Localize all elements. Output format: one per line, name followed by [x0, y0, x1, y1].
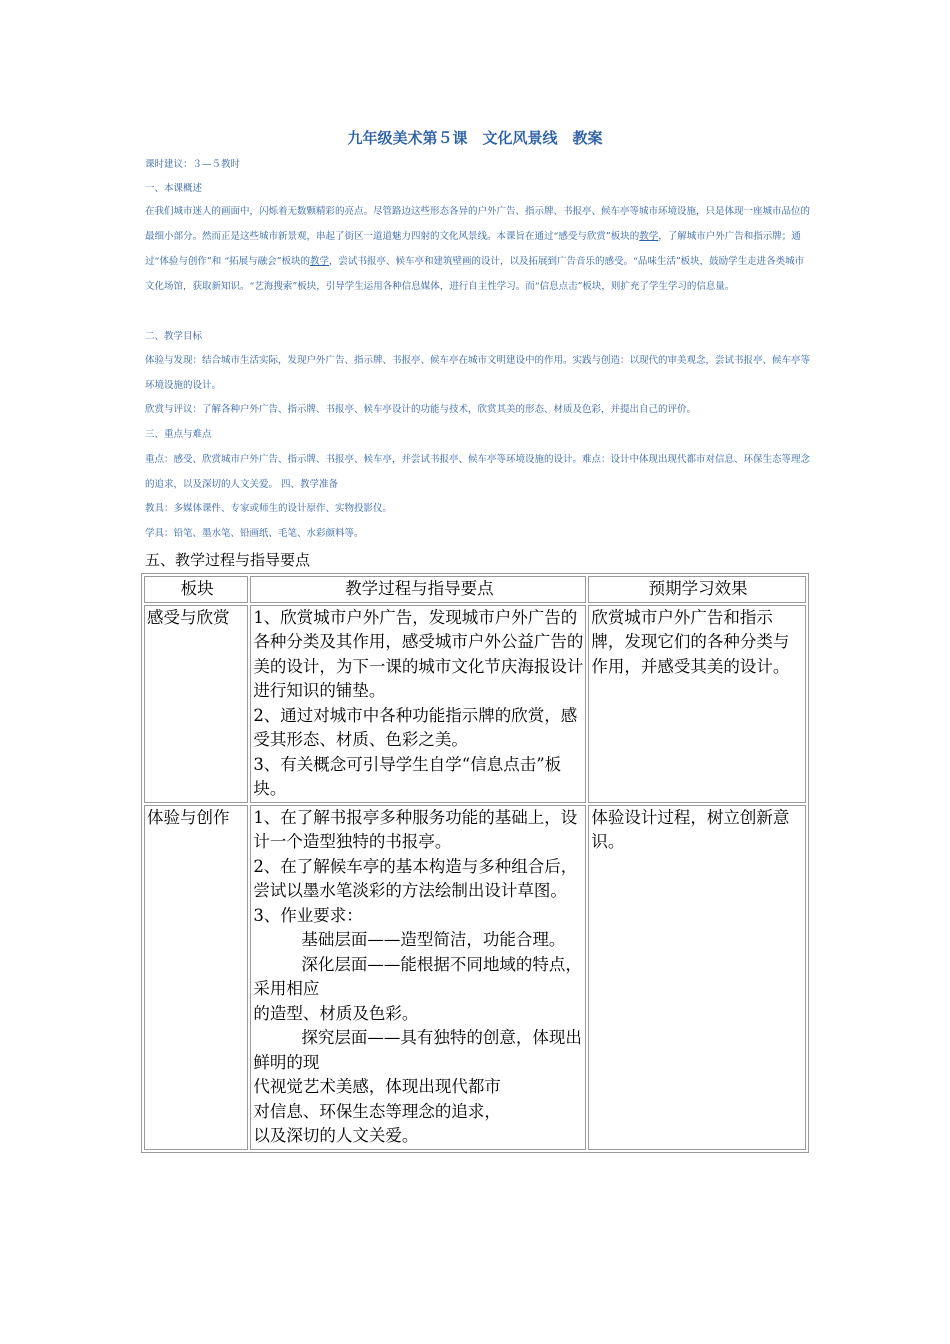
teaching-tools: 教具：多媒体课件、专家或师生的设计原作、实物投影仪。 [145, 503, 393, 514]
row2-explore-level: 探究层面——具有独特的创意，体现出鲜明的现 [253, 1028, 582, 1072]
header-block: 板块 [144, 576, 248, 603]
section-1-text-c: ，尝试书报亭、候车亭和建筑壁画的设计，以及拓展到广告音乐的感受。“品味生活”板块，鼓励学生走进各类城市文化场馆，获取新知识。“艺海搜索”板块，引导学生运用各种信息媒体，进行自主性学习。而“信息点击”板块，则扩充了学生学习的信息量。 [145, 256, 805, 292]
row1-step-1: 1、欣赏城市户外广告，发现城市户外广告的各种分类及其作用，感受城市户外公益广告的美的设计，为下一课的城市文化节庆海报设计进行知识的铺垫。 [253, 607, 584, 700]
learning-tools: 学具：铅笔、墨水笔、铅画纸、毛笔、水彩颜料等。 [145, 528, 364, 539]
document-title: 九年级美术第５课 文化风景线 教案 [347, 129, 603, 147]
row2-deep-level-cont: 的造型、材质及色彩。 [253, 1003, 419, 1023]
row2-block: 体验与创作 [144, 805, 248, 1150]
row1-block: 感受与欣赏 [144, 605, 248, 803]
row2-basic-level: 基础层面——造型简洁，功能合理。 [301, 930, 566, 949]
table-row [144, 605, 806, 803]
row2-step-2: 2、在了解候车亭的基本构造与多种组合后，尝试以墨水笔淡彩的方法绘制出设计草图。 [253, 856, 578, 900]
section-3-paragraph: 重点：感受、欣赏城市户外广告、指示牌、书报亭、候车亭，并尝试书报亭、候车亭等环境设施的设计。难点：设计中体现出现代都市对信息、环保生态等理念的追求，以及深切的人文关爱。 四、教学准备 [145, 454, 811, 490]
teaching-process-table [141, 573, 809, 1153]
lesson-hours: 课时建议：３—５教时 [145, 159, 241, 170]
table-header-row [144, 576, 806, 603]
row1-effect: 欣赏城市户外广告和指示牌，发现它们的各种分类与作用，并感受其美的设计。 [588, 605, 806, 803]
row2-step-3: 3、作业要求： [253, 905, 363, 925]
section-2-paragraph-1: 体验与发现：结合城市生活实际，发现户外广告、指示牌、书报亭、候车亭在城市文明建设中的作用。实践与创造：以现代的审美观念，尝试书报亭、候车亭等环境设施的设计。 [145, 355, 811, 391]
row1-step-3: 3、有关概念可引导学生自学“信息点击”板块。 [253, 754, 562, 798]
row2-process [250, 805, 586, 1150]
row2-step-1: 1、在了解书报亭多种服务功能的基础上，设计一个造型独特的书报亭。 [253, 807, 578, 851]
teaching-link-2[interactable]: 教学 [309, 256, 329, 267]
row2-explore-level-cont-1: 代视觉艺术美感，体现出现代都市 [253, 1077, 501, 1096]
header-process: 教学过程与指导要点 [250, 576, 586, 603]
teaching-link-1[interactable]: 教学 [639, 231, 659, 242]
section-1-text-b: ，了解城市户外广告和指示牌；通过“体验与创作”和 “拓展与融会”板块的 [145, 231, 801, 267]
row2-explore-level-cont-2: 对信息、环保生态等理念的追求， [253, 1101, 501, 1121]
header-effect: 预期学习效果 [588, 576, 806, 603]
section-2-heading: 二、教学目标 [145, 331, 203, 342]
section-1-text-a: 在我们城市迷人的画面中，闪烁着无数颗精彩的亮点。尽管路边这些形态各异的户外广告、指示牌、书报亭、候车亭等城市环境设施，只是体现一座城市品位的最细小部分。然而正是这些城市新景观，串起了街区一道道魅力四射的文化风景线。本课旨在通过“感受与欣赏”板块的 [145, 206, 811, 242]
section-1-heading: 一、本课概述 [145, 183, 203, 194]
table-row [144, 805, 806, 1150]
row1-step-2: 2、通过对城市中各种功能指示牌的欣赏，感受其形态、材质、色彩之美。 [253, 705, 578, 749]
row1-process [250, 605, 586, 803]
section-1-paragraph [145, 199, 810, 299]
row2-deep-level: 深化层面——能根据不同地域的特点，采用相应 [253, 954, 582, 998]
section-2-paragraph-2: 欣赏与评议：了解各种户外广告、指示牌、书报亭、候车亭设计的功能与技术，欣赏其美的形态、材质及色彩，并提出自己的评价。 [145, 404, 697, 415]
row2-effect: 体验设计过程，树立创新意识。 [588, 805, 806, 1150]
section-5-heading: 五、教学过程与指导要点 [145, 551, 311, 569]
section-3-heading: 三、重点与难点 [145, 429, 212, 440]
row2-explore-level-cont-3: 以及深切的人文关爱。 [253, 1126, 419, 1145]
